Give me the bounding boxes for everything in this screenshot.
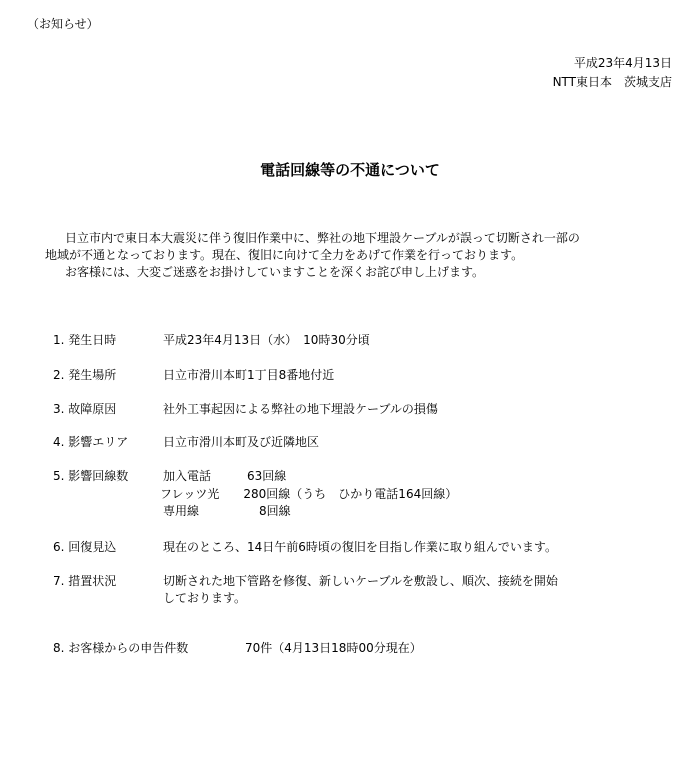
item-label-recovery-outlook: 6. 回復見込 — [53, 540, 117, 554]
item-label-occurrence-time: 1. 発生日時 — [53, 333, 117, 347]
item-value-measures-line-1: 切断された地下管路を修復、新しいケーブルを敷設し、順次、接続を開始 — [163, 574, 558, 588]
item-value-measures-line-2: しております。 — [163, 591, 247, 605]
item-value-location: 日立市滑川本町1丁目8番地付近 — [163, 368, 335, 382]
item-value-affected-lines-leased: 専用線 8回線 — [163, 504, 291, 518]
item-value-affected-area: 日立市滑川本町及び近隣地区 — [163, 435, 320, 449]
notice-label: （お知らせ） — [27, 17, 99, 31]
item-value-occurrence-time: 平成23年4月13日（水） 10時30分頃 — [163, 333, 370, 347]
issue-date: 平成23年4月13日 — [573, 56, 672, 70]
item-label-affected-lines: 5. 影響回線数 — [53, 469, 129, 483]
item-value-recovery-outlook: 現在のところ、14日午前6時頃の復旧を目指し作業に取り組んでいます。 — [163, 540, 557, 554]
item-value-cause: 社外工事起因による弊社の地下埋設ケーブルの損傷 — [163, 402, 438, 416]
item-value-customer-reports: 70件（4月13日18時00分現在） — [245, 641, 422, 655]
item-label-location: 2. 発生場所 — [53, 368, 117, 382]
item-label-customer-reports: 8. お客様からの申告件数 — [53, 641, 189, 655]
item-value-affected-lines-phone: 加入電話 63回線 — [163, 469, 287, 483]
item-label-affected-area: 4. 影響エリア — [53, 435, 129, 449]
intro-line-2: 地域が不通となっております。現在、復旧に向けて全力をあげて作業を行っております。 — [45, 248, 524, 262]
sender-name: NTT東日本 茨城支店 — [552, 75, 672, 89]
intro-line-1: 日立市内で東日本大震災に伴う復旧作業中に、弊社の地下埋設ケーブルが誤って切断され一部の — [65, 231, 580, 245]
item-value-affected-lines-flets: フレッツ光 280回線（うち ひかり電話164回線） — [160, 487, 458, 501]
page-title: 電話回線等の不通について — [260, 161, 440, 179]
item-label-measures: 7. 措置状況 — [53, 574, 117, 588]
item-label-cause: 3. 故障原因 — [53, 402, 117, 416]
intro-line-3: お客様には、大変ご迷惑をお掛けしていますことを深くお詫び申し上げます。 — [65, 265, 485, 279]
